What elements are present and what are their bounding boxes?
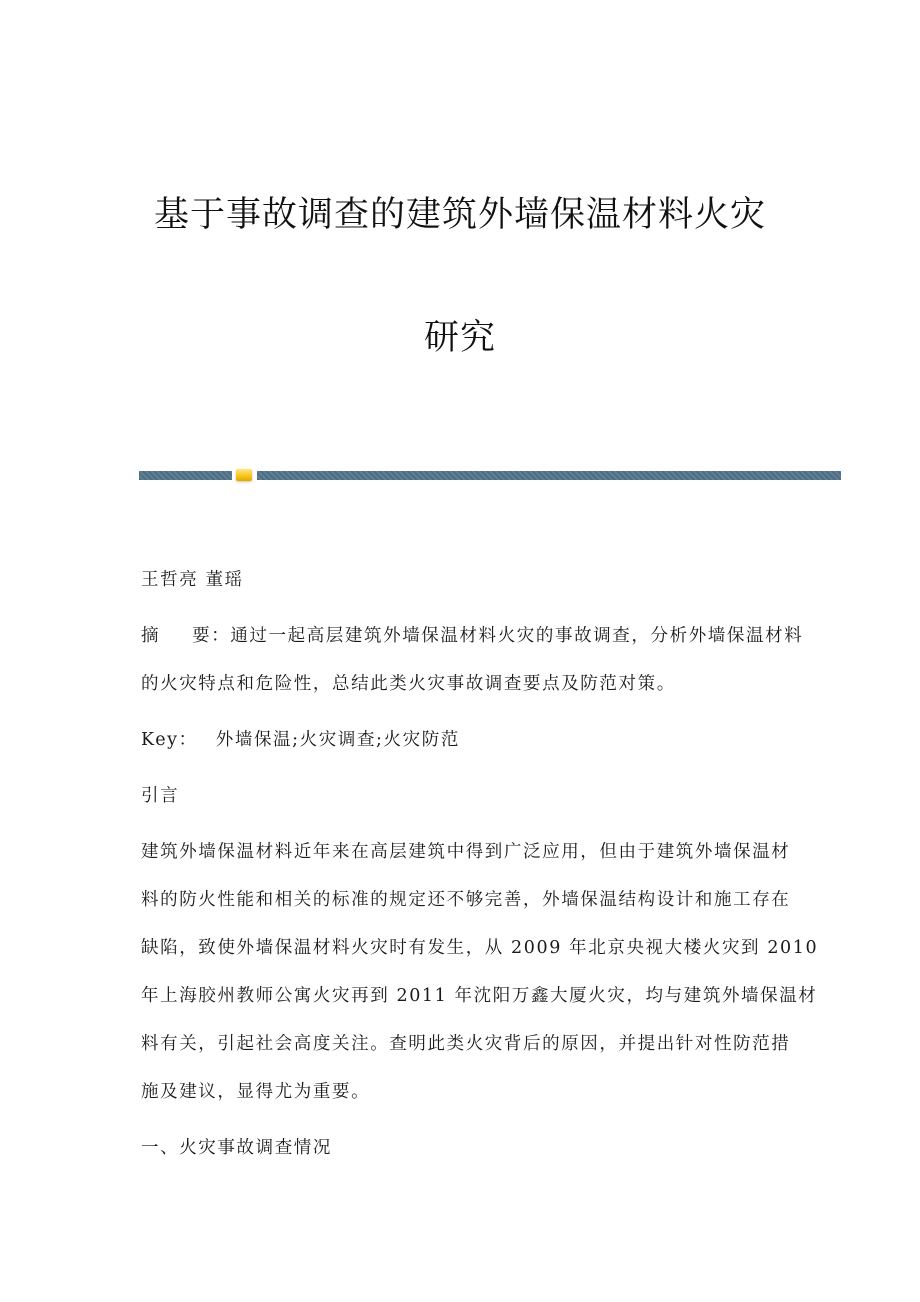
intro-paragraph-line-5: 料有关，引起社会高度关注。查明此类火灾背后的原因，并提出针对性防范措	[141, 1034, 791, 1054]
document-title-line-2: 研究	[423, 318, 496, 358]
document-title-line-1: 基于事故调查的建筑外墙保温材料火灾	[153, 195, 766, 235]
intro-paragraph-line-2: 料的防火性能和相关的标准的规定还不够完善，外墙保温结构设计和施工存在	[141, 890, 791, 910]
intro-heading: 引言	[141, 786, 180, 806]
abstract-text-1: 通过一起高层建筑外墙保温材料火灾的事故调查，分析外墙保温材料	[230, 626, 804, 646]
abstract-line-2: 的火灾特点和危险性，总结此类火灾事故调查要点及防范对策。	[141, 674, 676, 694]
abstract-line-1	[141, 624, 803, 648]
title-divider	[139, 471, 841, 480]
section-1-heading: 一、火灾事故调查情况	[141, 1138, 332, 1158]
intro-paragraph-line-1: 建筑外墙保温材料近年来在高层建筑中得到广泛应用，但由于建筑外墙保温材	[141, 842, 791, 862]
intro-paragraph-line-4: 年上海胶州教师公寓火灾再到 2011 年沈阳万鑫大厦火灾，均与建筑外墙保温材	[141, 986, 818, 1006]
divider-ornament-icon	[236, 469, 252, 481]
abstract-label-part1: 摘	[141, 626, 161, 646]
keywords-value: 外墙保温;火灾调查;火灾防范	[215, 730, 460, 750]
intro-paragraph-line-3: 缺陷，致使外墙保温材料火灾时有发生，从 2009 年北京央视大楼火灾到 2010	[141, 938, 819, 958]
keywords	[141, 728, 460, 752]
keywords-label: Key：	[141, 730, 198, 750]
abstract-label-part2: 要：	[192, 626, 231, 646]
divider-bar-left	[139, 471, 232, 480]
intro-paragraph-line-6: 施及建议，显得尤为重要。	[141, 1082, 371, 1102]
divider-bar-right	[257, 471, 841, 480]
authors: 王哲亮 董瑶	[141, 570, 244, 590]
